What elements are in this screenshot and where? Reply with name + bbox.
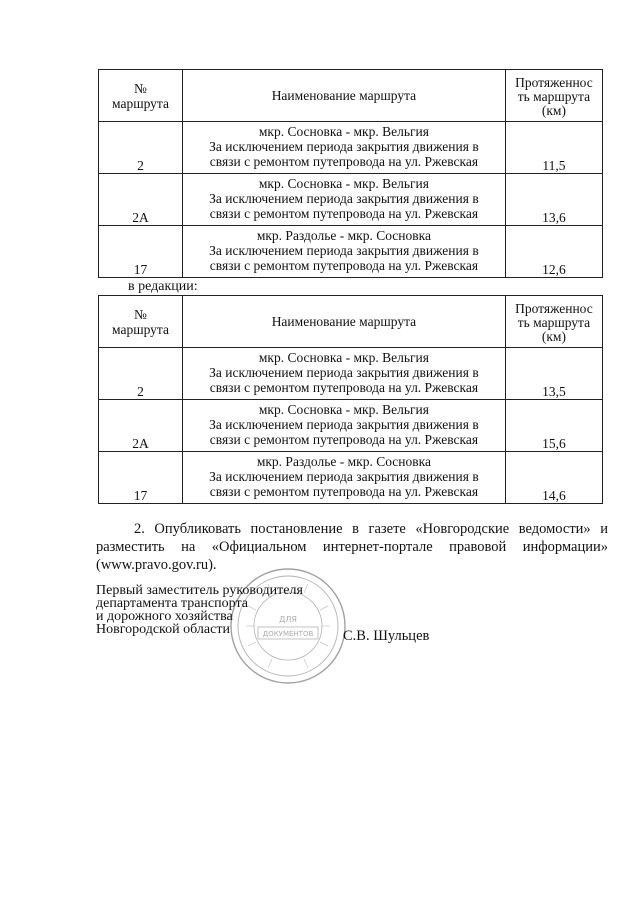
route-note-line1: За исключением периода закрытия движения в [209,243,479,258]
route-note-line2: связи с ремонтом путепровода на ул. Ржевская [209,206,479,221]
table-row [99,226,603,278]
route-note-line1: За исключением периода закрытия движения в [209,365,479,380]
route-length: 12,6 [505,226,602,278]
header-route-length: Протяженнос ть маршрута (км) [505,70,602,122]
header-route-name: Наименование маршрута [183,70,506,122]
header-route-length: Протяженнос ть маршрута (км) [505,296,602,348]
route-length: 14,6 [505,452,602,504]
route-length: 11,5 [505,122,602,174]
table-row [99,174,603,226]
route-endpoints: мкр. Сосновка - мкр. Вельгия [258,402,429,417]
route-endpoints: мкр. Сосновка - мкр. Вельгия [258,176,429,191]
route-note-line1: За исключением периода закрытия движения в [209,191,479,206]
route-number: 17 [99,452,183,504]
signatory-position-line2: департамента транспорта [96,596,248,611]
signatory-position-line4: Новгородской области [96,622,230,637]
routes-table-new [98,295,603,504]
table-caption: в редакции: [128,279,198,294]
route-number: 2А [99,400,183,452]
header-route-number: № маршрута [99,70,183,122]
route-note-line2: связи с ремонтом путепровода на ул. Ржевская [209,258,479,273]
route-note-line2: связи с ремонтом путепровода на ул. Ржевская [209,432,479,447]
publication-paragraph: 2. Опубликовать постановление в газете «Новгородские ведомости» и разместить на «Официальном интернет-портале правовой информации» (www.pravo.gov.ru). [96,521,608,573]
route-note-line1: За исключением периода закрытия движения в [209,139,479,154]
signatory-name: С.В. Шульцев [343,628,430,644]
route-note-line1: За исключением периода закрытия движения в [209,417,479,432]
route-length: 15,6 [505,400,602,452]
route-name [183,348,506,400]
signature-block [96,584,303,636]
table-row [99,348,603,400]
signatory-position-line1: Первый заместитель руководителя [96,583,303,598]
route-number: 2 [99,348,183,400]
route-name [183,226,506,278]
route-note-line2: связи с ремонтом путепровода на ул. Ржевская [209,154,479,169]
route-number: 17 [99,226,183,278]
header-route-number: № маршрута [99,296,183,348]
route-number: 2А [99,174,183,226]
table-header-row [99,70,603,122]
route-length: 13,5 [505,348,602,400]
route-endpoints: мкр. Раздолье - мкр. Сосновка [256,454,431,469]
header-route-name: Наименование маршрута [183,296,506,348]
route-note-line2: связи с ремонтом путепровода на ул. Ржевская [209,380,479,395]
route-name [183,400,506,452]
route-name [183,174,506,226]
signatory-position-line3: и дорожного хозяйства [96,609,233,624]
route-endpoints: мкр. Сосновка - мкр. Вельгия [258,124,429,139]
route-name [183,452,506,504]
route-note-line1: За исключением периода закрытия движения в [209,469,479,484]
svg-text:ДЛЯ: ДЛЯ [279,615,297,624]
route-endpoints: мкр. Раздолье - мкр. Сосновка [256,228,431,243]
route-name [183,122,506,174]
route-note-line2: связи с ремонтом путепровода на ул. Ржевская [209,484,479,499]
table-header-row [99,296,603,348]
route-number: 2 [99,122,183,174]
svg-text:ДОКУМЕНТОВ: ДОКУМЕНТОВ [262,630,314,638]
route-length: 13,6 [505,174,602,226]
route-endpoints: мкр. Сосновка - мкр. Вельгия [258,350,429,365]
table-row [99,400,603,452]
table-row [99,452,603,504]
table-row [99,122,603,174]
routes-table-old [98,69,603,278]
